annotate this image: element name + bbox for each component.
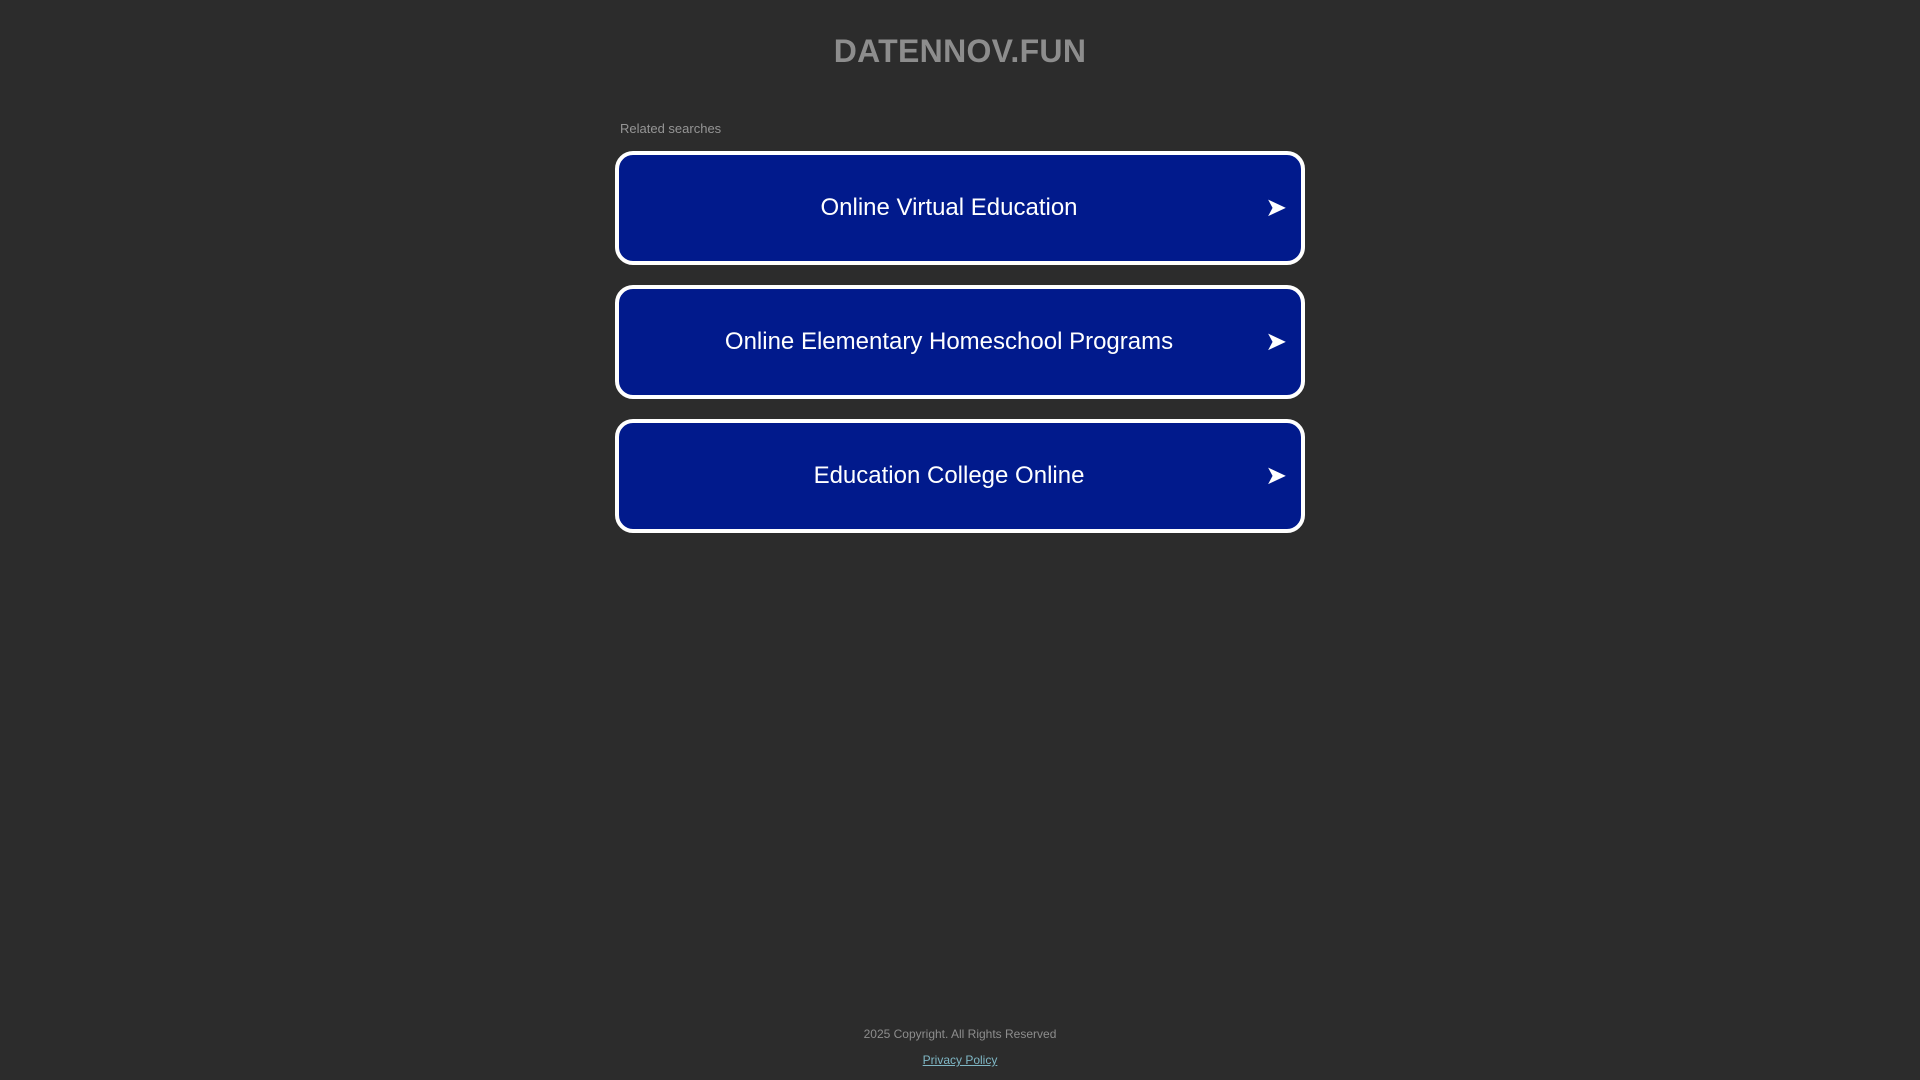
search-item-online-elementary-homeschool-programs[interactable] bbox=[615, 285, 1305, 399]
related-searches-list bbox=[615, 151, 1305, 553]
site-title: DATENNOV.FUN bbox=[833, 33, 1087, 69]
privacy-policy-link[interactable]: Privacy Policy bbox=[922, 1053, 998, 1067]
search-item-education-college-online[interactable] bbox=[615, 419, 1305, 533]
search-item-online-virtual-education[interactable] bbox=[615, 151, 1305, 265]
search-item-label: Online Virtual Education bbox=[820, 194, 1078, 221]
arrow-right-icon: ➤ bbox=[1265, 193, 1287, 223]
arrow-right-icon: ➤ bbox=[1265, 327, 1287, 357]
search-item-label: Education College Online bbox=[813, 462, 1085, 489]
copyright-text: 2025 Copyright. All Rights Reserved bbox=[863, 1027, 1057, 1041]
related-searches-label: Related searches bbox=[620, 121, 722, 136]
footer bbox=[0, 1027, 1920, 1069]
arrow-right-icon: ➤ bbox=[1265, 461, 1287, 491]
search-item-label: Online Elementary Homeschool Programs bbox=[724, 328, 1174, 355]
